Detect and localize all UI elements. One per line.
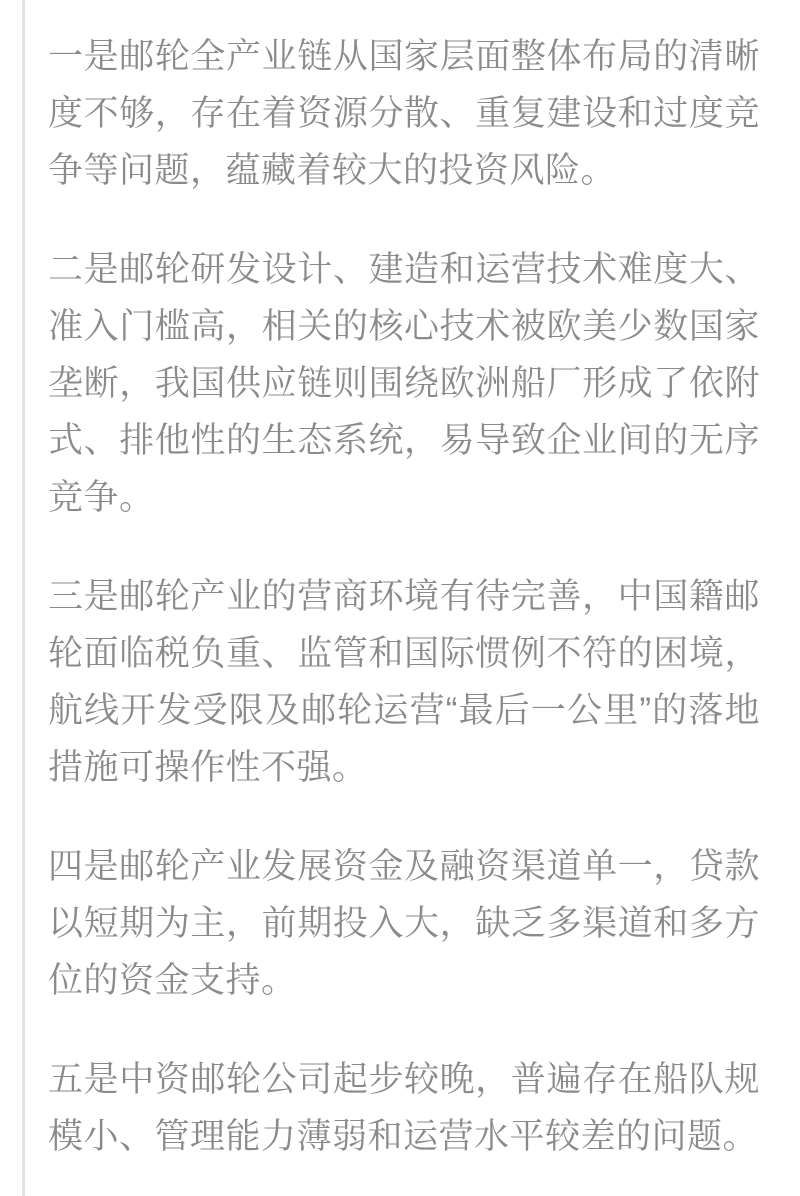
paragraph-item-one: 一是邮轮全产业链从国家层面整体布局的清晰度不够，存在着资源分散、重复建设和过度竞争等问题，蕴藏着较大的投资风险。 (48, 37, 760, 190)
left-margin-rule (22, 0, 25, 1196)
paragraph-item-three: 三是邮轮产业的营商环境有待完善，中国籍邮轮面临税负重、监管和国际惯例不符的困境，航线开发受限及邮轮运营“最后一公里”的落地措施可操作性不强。 (48, 577, 760, 787)
paragraph-item-two: 二是邮轮研发设计、建造和运营技术难度大、准入门槛高，相关的核心技术被欧美少数国家垄断，我国供应链则围绕欧洲船厂形成了依附式、排他性的生态系统，易导致企业间的无序竞争。 (48, 250, 760, 517)
paragraph-item-five: 五是中资邮轮公司起步较晚，普遍存在船队规模小、管理能力薄弱和运营水平较差的问题。 (48, 1060, 760, 1156)
document-body (48, 28, 760, 1165)
paragraph-item-four: 四是邮轮产业发展资金及融资渠道单一，贷款以短期为主，前期投入大，缺乏多渠道和多方位的资金支持。 (48, 847, 760, 1000)
